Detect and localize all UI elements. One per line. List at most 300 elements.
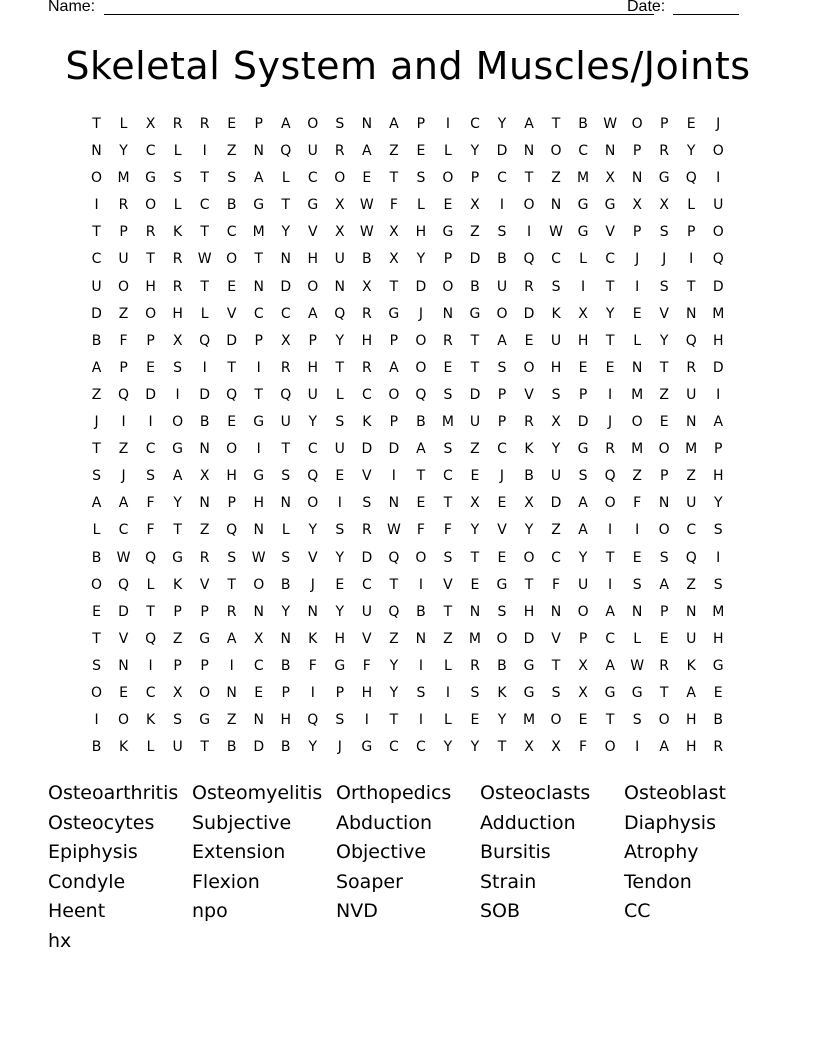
grid-row (83, 737, 733, 764)
grid-row (83, 548, 733, 575)
grid-letter: T (551, 657, 561, 674)
grid-letter: I (310, 684, 315, 701)
grid-letter: G (307, 197, 319, 214)
grid-letter: X (145, 116, 156, 132)
name-field[interactable] (104, 14, 654, 15)
grid-letter: A (307, 305, 318, 322)
grid-letter: W (549, 224, 563, 241)
grid-letter: H (685, 739, 697, 756)
grid-letter: M (631, 386, 644, 403)
grid-letter: I (716, 170, 721, 187)
grid-letter: H (172, 305, 183, 322)
word-search-grid (83, 114, 733, 764)
grid-letter: V (307, 549, 318, 566)
grid-letter: U (550, 468, 562, 485)
grid-letter: T (605, 549, 615, 566)
grid-letter: N (118, 657, 129, 674)
grid-letter: V (443, 576, 453, 593)
grid-letter: Y (659, 332, 669, 349)
grid-letter: R (118, 197, 129, 214)
grid-letter: O (631, 414, 643, 431)
grid-letter: V (497, 522, 507, 539)
grid-letter: Y (578, 549, 588, 566)
grid-letter: X (335, 224, 345, 241)
grid-row (83, 114, 733, 141)
grid-letter: Y (119, 143, 128, 160)
grid-letter: H (550, 359, 562, 376)
name-label: Name: (48, 0, 96, 15)
grid-letter: D (469, 251, 481, 268)
grid-letter: I (526, 224, 532, 241)
grid-letter: S (659, 224, 669, 241)
grid-letter: O (577, 603, 589, 620)
grid-letter: W (630, 657, 645, 674)
grid-letter: O (415, 332, 427, 349)
grid-letter: Y (443, 739, 453, 756)
grid-letter: N (307, 603, 318, 620)
grid-letter: M (712, 305, 725, 322)
grid-letter: O (118, 712, 130, 729)
grid-letter: X (632, 197, 642, 214)
grid-letter: T (686, 278, 696, 295)
grid-letter: O (334, 170, 346, 187)
grid-letter: C (307, 170, 318, 187)
grid-letter: H (361, 332, 373, 349)
grid-row (83, 710, 733, 737)
grid-letter: P (632, 143, 642, 160)
grid-letter: Q (685, 332, 697, 349)
grid-letter: N (280, 495, 291, 512)
grid-letter: A (605, 657, 615, 674)
grid-letter: K (173, 224, 183, 241)
grid-row (83, 141, 733, 168)
grid-letter: L (200, 305, 209, 322)
grid-letter: I (418, 657, 423, 674)
grid-letter: R (361, 359, 372, 376)
grid-letter: D (145, 386, 156, 403)
grid-letter: R (280, 359, 291, 376)
grid-letter: E (227, 414, 237, 431)
grid-letter: Z (470, 224, 480, 241)
grid-row (83, 520, 733, 547)
grid-letter: U (469, 414, 481, 431)
grid-row (83, 277, 733, 304)
grid-letter: V (551, 630, 561, 647)
grid-letter: W (197, 251, 212, 268)
grid-letter: T (443, 495, 453, 512)
grid-letter: P (335, 684, 345, 701)
grid-letter: T (659, 359, 669, 376)
grid-row (83, 249, 733, 276)
grid-letter: C (497, 441, 507, 458)
grid-letter: C (497, 170, 507, 187)
grid-letter: E (659, 630, 669, 647)
grid-letter: G (442, 224, 454, 241)
grid-row (83, 168, 733, 195)
grid-letter: R (443, 332, 453, 349)
grid-letter: Q (334, 305, 346, 322)
grid-letter: G (199, 712, 211, 729)
grid-letter: Y (308, 414, 318, 431)
grid-row (83, 493, 733, 520)
grid-letter: S (146, 468, 156, 485)
grid-letter: S (362, 495, 372, 512)
grid-letter: E (686, 116, 696, 132)
grid-letter: N (550, 197, 562, 214)
word-list (48, 779, 768, 957)
grid-letter: E (227, 116, 237, 132)
grid-letter: B (226, 739, 237, 756)
grid-letter: Z (172, 630, 183, 647)
word-list-item: Heent (48, 900, 106, 923)
grid-letter: E (524, 332, 534, 349)
grid-letter: X (253, 630, 264, 647)
word-list-item: Objective (336, 841, 427, 864)
grid-letter: P (200, 657, 209, 674)
grid-letter: S (335, 712, 345, 729)
grid-letter: C (145, 441, 156, 458)
grid-letter: S (92, 657, 101, 674)
grid-letter: X (551, 739, 561, 756)
grid-letter: X (172, 684, 183, 701)
grid-letter: N (604, 143, 616, 160)
grid-letter: W (359, 224, 374, 241)
grid-letter: Z (686, 468, 696, 485)
grid-letter: Y (389, 657, 399, 674)
grid-letter: D (118, 603, 129, 620)
grid-letter: B (362, 251, 372, 268)
grid-letter: E (254, 684, 264, 701)
grid-letter: H (577, 332, 589, 349)
grid-letter: M (712, 603, 725, 620)
grid-row (83, 629, 733, 656)
grid-letter: M (631, 441, 644, 458)
word-list-item: SOB (480, 900, 521, 923)
grid-letter: R (172, 116, 183, 132)
grid-letter: A (362, 143, 372, 160)
grid-letter: Y (281, 224, 291, 241)
grid-letter: Y (335, 332, 345, 349)
grid-letter: Y (497, 116, 507, 132)
grid-letter: E (470, 576, 480, 593)
grid-letter: U (686, 495, 697, 512)
grid-letter: N (685, 414, 697, 431)
grid-letter: P (497, 414, 507, 431)
grid-letter: S (497, 603, 507, 620)
grid-row (83, 331, 733, 358)
word-list-item: Tendon (624, 870, 692, 893)
grid-letter: T (281, 441, 291, 458)
grid-letter: B (497, 251, 507, 268)
grid-letter: T (524, 576, 534, 593)
word-list-item: NVD (336, 900, 378, 923)
grid-letter: Q (145, 630, 157, 647)
grid-letter: Y (497, 712, 507, 729)
grid-letter: T (416, 468, 426, 485)
grid-letter: W (386, 522, 401, 539)
grid-letter: D (550, 495, 562, 512)
grid-letter: Z (389, 630, 399, 647)
grid-letter: A (118, 495, 129, 512)
grid-letter: R (199, 549, 210, 566)
grid-letter: Y (686, 143, 696, 160)
grid-letter: Q (307, 712, 319, 729)
grid-letter: S (551, 684, 561, 701)
grid-letter: G (172, 441, 184, 458)
grid-letter: J (635, 251, 640, 268)
grid-letter: V (659, 305, 669, 322)
word-list-item: Bursitis (480, 841, 551, 864)
grid-letter: O (604, 739, 616, 756)
grid-letter: A (578, 522, 588, 539)
grid-letter: G (199, 630, 211, 647)
grid-letter: I (202, 359, 207, 376)
grid-letter: S (227, 170, 237, 187)
grid-letter: J (337, 739, 342, 756)
grid-letter: S (173, 170, 183, 187)
grid-letter: Y (335, 549, 345, 566)
grid-letter: A (389, 116, 399, 132)
grid-letter: D (469, 386, 481, 403)
grid-letter: R (659, 657, 670, 674)
date-field[interactable] (673, 14, 739, 15)
grid-letter: P (686, 224, 696, 241)
grid-letter: H (280, 712, 291, 729)
grid-letter: I (716, 386, 721, 403)
grid-letter: P (578, 630, 588, 647)
grid-letter: S (551, 386, 561, 403)
grid-letter: O (442, 170, 454, 187)
grid-letter: O (550, 712, 562, 729)
grid-letter: Q (685, 170, 697, 187)
grid-letter: O (496, 630, 508, 647)
grid-letter: U (686, 630, 697, 647)
grid-letter: Z (118, 305, 129, 322)
word-list-item: hx (48, 929, 72, 952)
grid-letter: I (635, 278, 640, 295)
grid-letter: B (280, 657, 291, 674)
grid-letter: A (605, 603, 615, 620)
grid-letter: K (173, 576, 183, 593)
grid-letter: S (497, 224, 507, 241)
grid-letter: T (389, 576, 399, 593)
grid-letter: X (389, 224, 399, 241)
grid-letter: P (659, 468, 669, 485)
grid-letter: L (173, 197, 182, 214)
grid-letter: G (658, 170, 670, 187)
word-list-item: Osteocytes (48, 811, 155, 834)
grid-letter: P (119, 359, 128, 376)
grid-letter: I (94, 197, 99, 214)
grid-letter: K (551, 305, 561, 322)
grid-letter: L (444, 712, 452, 729)
grid-letter: J (418, 305, 423, 322)
grid-letter: H (685, 712, 697, 729)
grid-letter: D (496, 143, 508, 160)
grid-letter: A (389, 359, 399, 376)
grid-letter: D (712, 278, 724, 295)
grid-letter: E (470, 712, 480, 729)
grid-row (83, 602, 733, 629)
grid-letter: S (659, 278, 669, 295)
grid-letter: P (173, 603, 182, 620)
grid-letter: G (334, 657, 346, 674)
grid-letter: W (251, 549, 266, 566)
grid-letter: P (659, 116, 669, 132)
grid-letter: L (687, 197, 696, 214)
grid-letter: Z (632, 468, 642, 485)
grid-letter: S (281, 468, 291, 485)
grid-letter: F (119, 332, 128, 349)
grid-letter: S (416, 170, 426, 187)
grid-letter: Z (199, 522, 210, 539)
grid-letter: B (416, 414, 426, 431)
grid-row (83, 222, 733, 249)
grid-letter: C (199, 197, 210, 214)
grid-letter: D (253, 739, 265, 756)
grid-letter: I (608, 386, 613, 403)
grid-letter: R (524, 278, 534, 295)
grid-letter: B (416, 603, 426, 620)
grid-letter: L (146, 739, 155, 756)
grid-letter: O (550, 143, 562, 160)
grid-letter: I (256, 359, 261, 376)
grid-letter: C (253, 657, 264, 674)
grid-letter: N (685, 305, 697, 322)
grid-letter: S (551, 278, 561, 295)
grid-letter: A (416, 441, 426, 458)
grid-letter: U (91, 278, 102, 295)
grid-letter: C (226, 224, 237, 241)
grid-letter: E (713, 684, 723, 701)
grid-letter: N (658, 495, 670, 512)
grid-letter: K (145, 712, 156, 729)
grid-letter: C (605, 630, 615, 647)
grid-letter: P (389, 414, 399, 431)
grid-letter: I (689, 251, 694, 268)
grid-letter: W (603, 116, 618, 132)
grid-letter: O (199, 684, 211, 701)
grid-letter: P (659, 603, 669, 620)
grid-letter: C (307, 441, 318, 458)
grid-letter: I (635, 739, 640, 756)
grid-letter: O (496, 305, 508, 322)
grid-letter: E (443, 359, 453, 376)
grid-letter: P (281, 684, 290, 701)
grid-letter: A (91, 495, 102, 512)
word-list-item: Osteomyelitis (192, 782, 323, 804)
grid-letter: I (391, 468, 396, 485)
grid-letter: L (579, 251, 587, 268)
grid-letter: D (361, 549, 373, 566)
grid-letter: O (658, 522, 670, 539)
grid-letter: X (578, 305, 588, 322)
grid-letter: B (470, 278, 480, 295)
grid-letter: J (608, 414, 613, 431)
grid-letter: Z (551, 170, 561, 187)
grid-row (83, 385, 733, 412)
grid-letter: I (94, 712, 99, 729)
grid-letter: T (389, 712, 399, 729)
grid-letter: I (445, 116, 450, 132)
grid-letter: S (632, 712, 642, 729)
grid-letter: Y (281, 603, 291, 620)
grid-letter: Y (308, 739, 318, 756)
word-list-item: Osteoclasts (480, 782, 591, 804)
grid-letter: I (445, 684, 450, 701)
grid-letter: T (605, 278, 615, 295)
grid-letter: E (119, 684, 128, 701)
grid-letter: A (91, 359, 102, 376)
grid-letter: E (605, 359, 615, 376)
word-list-item: Abduction (336, 811, 433, 834)
grid-letter: X (389, 251, 399, 268)
grid-letter: O (631, 116, 643, 132)
grid-letter: B (91, 332, 102, 349)
grid-letter: L (444, 143, 452, 160)
grid-letter: D (361, 441, 373, 458)
grid-letter: Z (118, 441, 129, 458)
grid-letter: L (119, 116, 128, 132)
grid-letter: C (578, 143, 588, 160)
grid-letter: I (148, 414, 153, 431)
grid-letter: X (551, 414, 561, 431)
header (48, 0, 748, 20)
grid-letter: Z (226, 143, 237, 160)
grid-letter: S (443, 386, 453, 403)
grid-letter: X (524, 739, 534, 756)
grid-letter: S (443, 441, 453, 458)
grid-letter: J (310, 576, 315, 593)
grid-letter: W (116, 549, 131, 566)
grid-letter: O (307, 495, 319, 512)
grid-letter: C (253, 305, 264, 322)
grid-letter: U (280, 414, 291, 431)
grid-letter: G (388, 305, 400, 322)
grid-letter: Z (470, 441, 480, 458)
grid-letter: H (712, 468, 724, 485)
grid-letter: I (608, 576, 613, 593)
grid-letter: A (686, 684, 696, 701)
grid-letter: H (307, 251, 319, 268)
grid-letter: P (173, 657, 182, 674)
grid-letter: P (443, 251, 453, 268)
grid-letter: X (362, 278, 372, 295)
grid-letter: P (632, 224, 642, 241)
grid-row (83, 683, 733, 710)
grid-letter: R (361, 305, 372, 322)
grid-letter: Z (551, 522, 561, 539)
grid-letter: V (226, 305, 237, 322)
grid-letter: F (443, 522, 452, 539)
grid-letter: V (307, 224, 318, 241)
grid-letter: L (416, 197, 425, 214)
grid-letter: N (685, 603, 697, 620)
grid-letter: M (252, 224, 265, 241)
grid-letter: S (443, 549, 453, 566)
grid-letter: D (712, 359, 724, 376)
grid-letter: B (199, 414, 210, 431)
grid-letter: U (361, 603, 372, 620)
grid-letter: A (659, 576, 669, 593)
grid-letter: T (254, 251, 263, 268)
grid-letter: C (145, 684, 156, 701)
grid-letter: A (497, 332, 507, 349)
grid-letter: I (418, 712, 423, 729)
grid-letter: T (470, 332, 480, 349)
grid-letter: T (92, 224, 101, 241)
grid-letter: O (712, 224, 724, 241)
